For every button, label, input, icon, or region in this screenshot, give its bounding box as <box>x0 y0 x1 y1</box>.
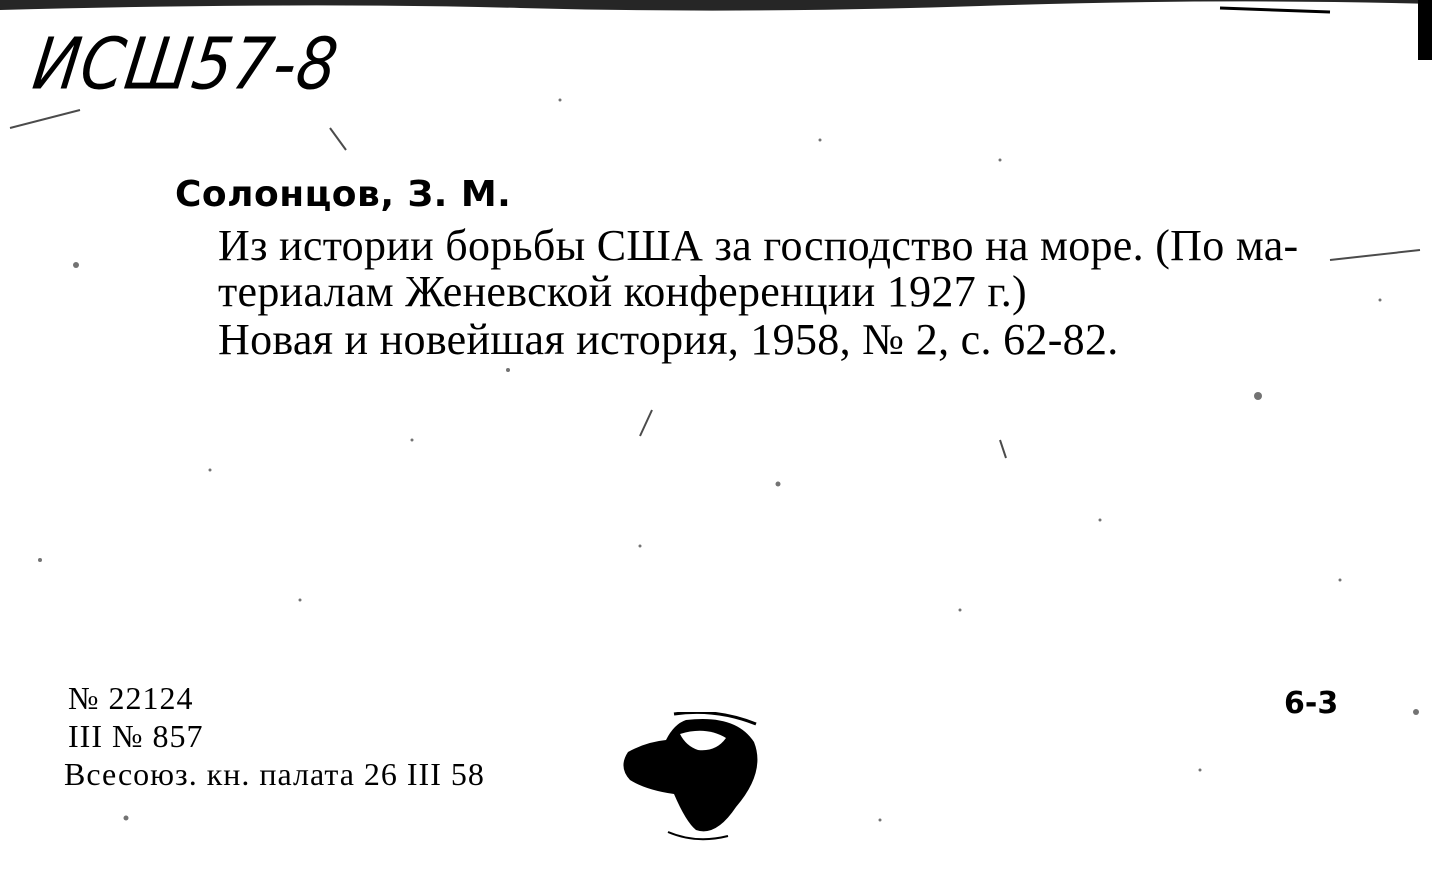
source-line: Новая и новейшая история, 1958, № 2, с. 62-82. <box>218 315 1119 364</box>
shelf-code: 6-3 <box>1284 686 1339 721</box>
ink-blot-stamp <box>616 712 776 842</box>
title-line-1: Из истории борьбы США за господство на море. (По ма- <box>218 221 1299 270</box>
series-number: III № 857 <box>68 718 204 754</box>
card-top-edge <box>0 0 1432 18</box>
author-name: Солонцов, З. М. <box>175 174 512 215</box>
handwritten-code: ИСШ57-8 <box>28 22 344 106</box>
publisher-line: Всесоюз. кн. палата 26 III 58 <box>64 756 485 792</box>
card-right-edge <box>1418 0 1432 60</box>
title-line-2: териалам Женевской конференции 1927 г.) <box>218 267 1027 316</box>
card-number: № 22124 <box>68 680 194 716</box>
